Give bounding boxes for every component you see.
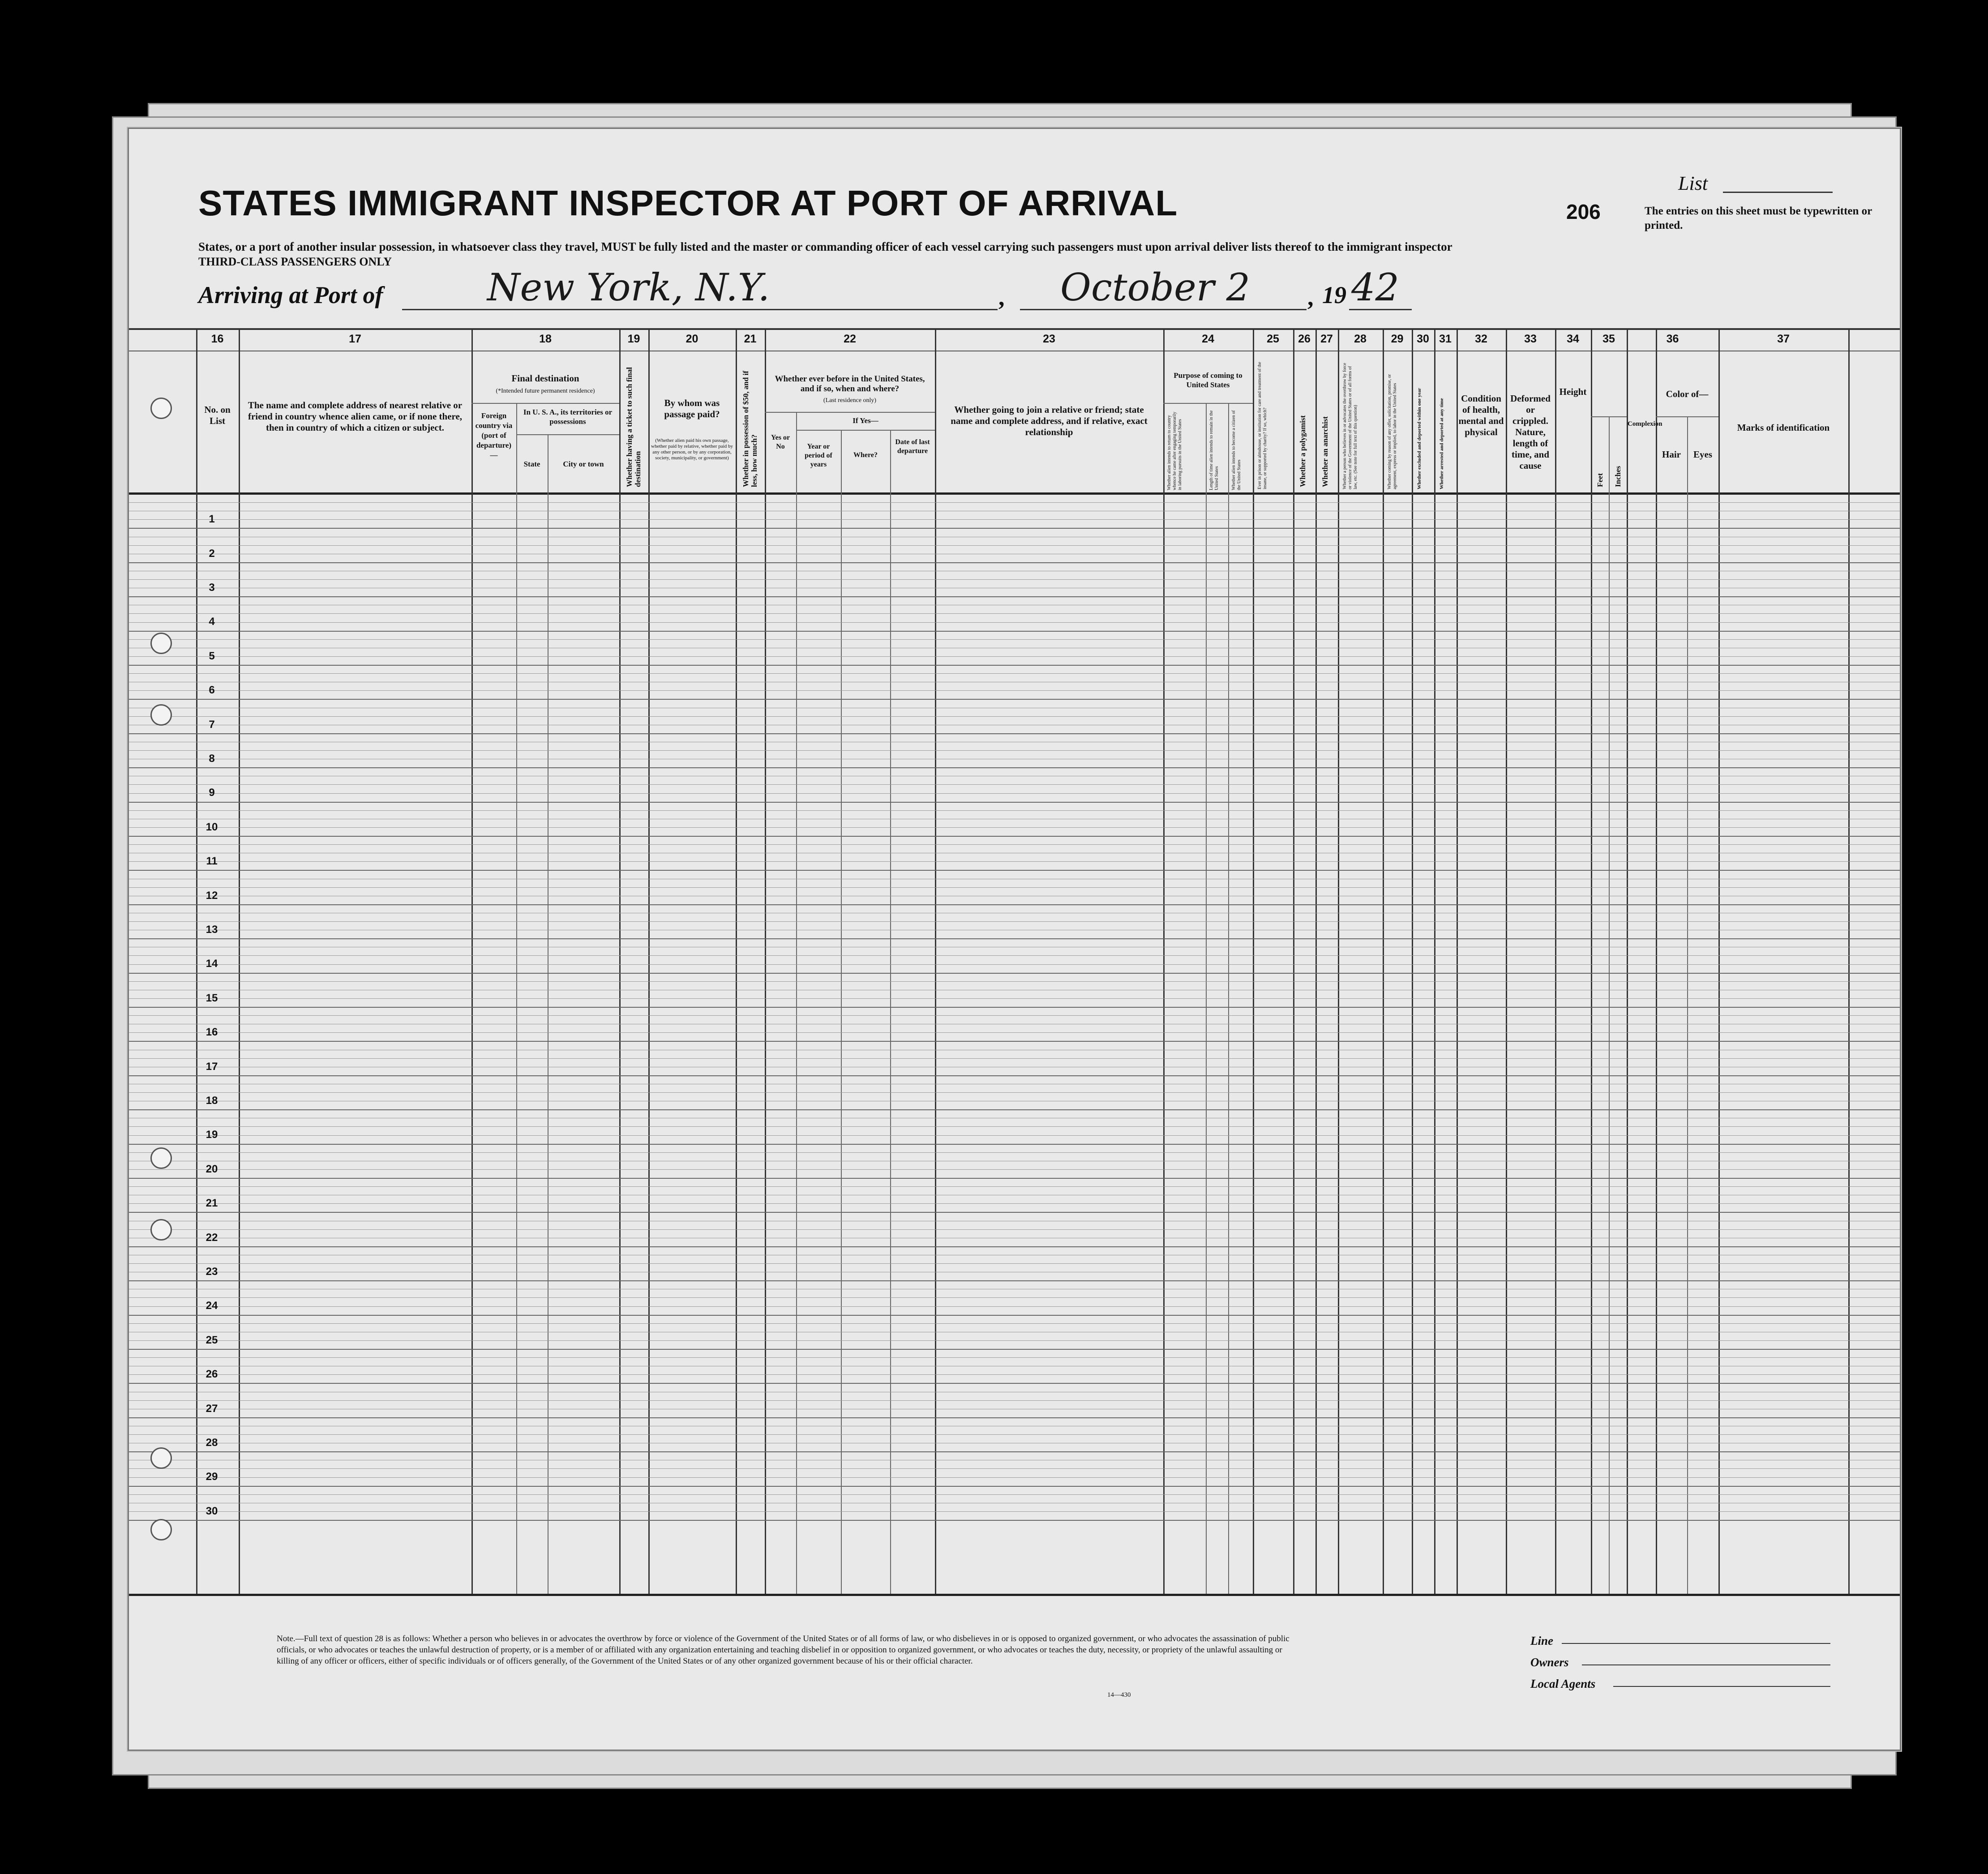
header-passage-paid: By whom was passage paid? [664, 398, 720, 419]
row-number: 16 [206, 1026, 218, 1039]
row-rule [129, 1092, 1900, 1093]
row-divider [129, 767, 1900, 768]
row-rule [129, 793, 1900, 794]
row-rule [129, 690, 1900, 691]
row-divider [129, 562, 1900, 563]
row-number: 19 [206, 1129, 218, 1141]
header-polygamist: Whether a polygamist [1298, 415, 1307, 487]
line-field [1562, 1643, 1830, 1644]
row-divider [129, 1109, 1900, 1110]
row-number: 17 [206, 1060, 218, 1073]
colnum-28: 28 [1354, 333, 1367, 345]
year-prefix: 19 [1322, 282, 1346, 308]
row-divider [129, 938, 1900, 939]
row-rule [129, 1477, 1900, 1478]
colnum-34: 34 [1567, 333, 1579, 345]
row-rule [129, 1323, 1900, 1324]
row-rule [129, 1340, 1900, 1341]
punch-hole [150, 1147, 172, 1169]
row-rule [129, 1468, 1900, 1469]
header-excluded-deported: Whether excluded and deported within one year [1417, 388, 1422, 489]
row-number: 6 [209, 684, 215, 697]
local-agents-field [1613, 1686, 1830, 1687]
row-divider [129, 836, 1900, 837]
row-divider [129, 1383, 1900, 1384]
row-rule [129, 998, 1900, 999]
question-28-note: Note.—Full text of question 28 is as follows: Whether a person who believes in or advocates the overthrow by force or violence of the Government of the United States or of all forms of law, or who disbelieves in or is opposed to organized government, or who advocates the assassination of public officials, or who advocates or teaches the unlawful destruction of property, or is a member of or affiliated with any organization entertaining and teaching disbelief in or opposition to organized government, or who advocates or teaches the duty, necessity, or propriety of the unlawful assaulting or killing of any officer or officers, either of specific individuals or of officers generally, of the Government of the United States or of any other organized government because of his or their official character. [277, 1634, 1290, 1666]
header-overthrow: Whether a person who believes in or advocates the overthrow by force or violence of the Government of the United States or of all forms of law, etc. (See note for full text of this question) [1342, 363, 1358, 489]
colnum-37: 37 [1777, 333, 1790, 345]
year-handwritten: 42 [1351, 265, 1399, 309]
c18-usa-subdivider [516, 434, 619, 435]
header-arrested-deported: Whether arrested and deported at any time [1439, 398, 1444, 489]
row-number: 20 [206, 1163, 218, 1175]
punch-hole [150, 633, 172, 654]
row-number: 5 [209, 650, 215, 662]
col-line [1555, 328, 1556, 1594]
row-rule [129, 1203, 1900, 1204]
row-rule [129, 1306, 1900, 1307]
row-rule [129, 921, 1900, 922]
row-rule [129, 545, 1900, 546]
colnum-33: 33 [1524, 333, 1537, 345]
row-rule [129, 1126, 1900, 1127]
col-line [935, 328, 936, 1594]
col-line [1656, 328, 1657, 1594]
col-line [1848, 328, 1850, 1594]
col-line [841, 430, 842, 1594]
row-divider [129, 1417, 1900, 1418]
header-if-yes: If Yes— [853, 416, 878, 425]
row-number: 30 [206, 1505, 218, 1517]
punch-hole [150, 1447, 172, 1469]
colnum-30: 30 [1417, 333, 1429, 345]
local-agents-label: Local Agents [1530, 1677, 1596, 1690]
line-label: Line [1530, 1634, 1553, 1647]
col-line [1627, 328, 1628, 1594]
header-city: City or town [563, 460, 604, 468]
col-line [1591, 328, 1592, 1594]
row-rule [129, 964, 1900, 965]
row-rule [129, 1434, 1900, 1435]
header-bottom-border [129, 492, 1900, 495]
col-line [648, 328, 650, 1594]
table-top-border [129, 328, 1900, 330]
row-divider [129, 1212, 1900, 1213]
form-statement: States, or a port of another insular possession, in whatsoever class they travel, MUST be fully listed and the master or commanding officer of each vessel carrying such passengers must upon arrival deliver lists thereof to the immigrant inspector [198, 240, 1452, 253]
header-before-in-us: Whether ever before in the United States, and if so, when and where? [775, 374, 925, 394]
row-rule [129, 1374, 1900, 1375]
row-number: 13 [206, 924, 218, 936]
header-inches: Inches [1614, 466, 1622, 487]
row-divider [129, 1486, 1900, 1487]
row-rule [129, 519, 1900, 520]
row-number: 25 [206, 1334, 218, 1346]
row-rule [129, 613, 1900, 614]
row-rule [129, 673, 1900, 674]
row-divider [129, 1007, 1900, 1008]
row-divider [129, 1315, 1900, 1316]
row-divider [129, 1451, 1900, 1452]
list-number-field [1723, 192, 1833, 193]
row-number: 7 [209, 718, 215, 731]
row-number: 11 [206, 855, 218, 868]
header-fifty-dollars: Whether in possession of $50, and if less, how much? [741, 371, 758, 487]
form-title: STATES IMMIGRANT INSPECTOR AT PORT OF ARRIVAL [198, 183, 1178, 223]
col-line [1253, 328, 1254, 1594]
row-rule [129, 622, 1900, 623]
row-rule [129, 1152, 1900, 1153]
passenger-class: THIRD-CLASS PASSENGERS ONLY [198, 255, 392, 268]
row-number: 26 [206, 1368, 218, 1381]
row-divider [129, 1144, 1900, 1145]
row-divider [129, 528, 1900, 529]
row-divider [129, 699, 1900, 700]
colnum-32: 32 [1475, 333, 1487, 345]
row-rule [129, 1186, 1900, 1187]
row-divider [129, 1041, 1900, 1042]
row-number: 23 [206, 1266, 218, 1278]
col-line [1383, 328, 1384, 1594]
colnum-26: 26 [1298, 333, 1311, 345]
row-divider [129, 665, 1900, 666]
header-purpose: Purpose of coming to United States [1174, 371, 1242, 389]
colnum-22: 22 [844, 333, 856, 345]
header-foreign-country: Foreign country via (port of departure)— [475, 411, 513, 459]
row-rule [129, 844, 1900, 845]
col-line [1315, 328, 1317, 1594]
header-marks-identification: Marks of identification [1737, 422, 1830, 433]
col-line [619, 328, 621, 1594]
row-rule [129, 955, 1900, 956]
row-rule [129, 716, 1900, 717]
header-health: Condition of health, mental and physical [1458, 393, 1504, 437]
row-rule [129, 1400, 1900, 1401]
table-bottom-border [129, 1594, 1900, 1596]
colnum-17: 17 [349, 333, 361, 345]
row-divider [129, 596, 1900, 597]
row-rule [129, 639, 1900, 640]
manifest-sheet [128, 128, 1901, 1751]
row-rule [129, 810, 1900, 811]
row-rule [129, 784, 1900, 785]
header-final-destination-sub: (*Intended future permanent residence) [496, 388, 595, 394]
row-rule [129, 656, 1900, 657]
row-divider [129, 802, 1900, 803]
port-handwritten: New York, N.Y. [487, 265, 770, 309]
header-intends-citizen: Whether alien intends to become a citizen of the United States [1231, 410, 1242, 490]
row-rule [129, 502, 1900, 503]
col-line [1457, 328, 1458, 1594]
row-number: 2 [209, 547, 215, 560]
header-nearest-relative: The name and complete address of nearest relative or friend in country whence alien came, or if none there, then in country of which a citizen or subject. [248, 400, 463, 433]
col-line [1338, 328, 1339, 1594]
row-rule [129, 861, 1900, 862]
header-join-relative: Whether going to join a relative or friend; state name and complete address, and if relative, exact relationship [951, 404, 1148, 437]
colnum-36: 36 [1666, 333, 1679, 345]
row-divider [129, 870, 1900, 871]
row-number: 27 [206, 1402, 218, 1415]
header-deformed: Deformed or crippled. Nature, length of time, and cause [1510, 393, 1551, 471]
col-line [736, 328, 737, 1594]
row-number: 28 [206, 1437, 218, 1449]
row-rule [129, 1058, 1900, 1059]
row-divider [129, 904, 1900, 905]
form-code: 14—430 [1107, 1691, 1131, 1699]
header-year-period: Year or period of years [805, 443, 832, 468]
row-divider [129, 1246, 1900, 1247]
header-eyes: Eyes [1693, 449, 1712, 460]
header-date-last-departure: Date of last departure [895, 438, 930, 455]
punch-hole [150, 1519, 172, 1540]
row-number: 1 [209, 513, 215, 526]
row-number: 4 [209, 616, 215, 628]
row-divider [129, 1349, 1900, 1350]
colnum-19: 19 [627, 333, 640, 345]
colnum-23: 23 [1043, 333, 1055, 345]
row-rule [129, 1357, 1900, 1358]
col-line [765, 328, 766, 1594]
colnum-29: 29 [1391, 333, 1404, 345]
list-label: List [1678, 172, 1708, 194]
row-rule [129, 1229, 1900, 1230]
header-complexion: Complexion [1628, 420, 1662, 428]
header-no-on-list: No. on List [204, 404, 231, 426]
col-line [796, 412, 797, 1594]
arriving-label: Arriving at Port of [198, 282, 383, 308]
colnum-25: 25 [1267, 333, 1279, 345]
punch-hole [150, 1219, 172, 1241]
header-hair: Hair [1662, 449, 1681, 460]
row-rule [129, 1511, 1900, 1512]
row-number: 24 [206, 1300, 218, 1312]
row-rule [129, 1135, 1900, 1136]
colnum-24: 24 [1202, 333, 1214, 345]
row-rule [129, 1297, 1900, 1298]
row-number: 9 [209, 787, 215, 799]
colnum-31: 31 [1439, 333, 1452, 345]
row-rule [129, 887, 1900, 888]
col-line [1412, 328, 1413, 1594]
header-ticket: Whether having a ticket to such final destination [625, 367, 642, 487]
header-final-destination: Final destination [511, 373, 579, 384]
col-line [1434, 328, 1435, 1594]
row-rule [129, 1494, 1900, 1495]
row-rule [129, 1015, 1900, 1016]
row-number: 22 [206, 1231, 218, 1244]
row-number: 3 [209, 582, 215, 594]
header-anarchist: Whether an anarchist [1321, 416, 1329, 487]
comma-1: , [998, 284, 1005, 311]
header-in-usa: In U. S. A., its territories or possessions [523, 408, 613, 426]
comma-2: , [1307, 284, 1314, 311]
header-last-residence: (Last residence only) [823, 397, 877, 404]
punch-hole [150, 398, 172, 419]
row-divider [129, 733, 1900, 734]
row-rule [129, 579, 1900, 580]
entries-note: The entries on this sheet must be typewritten or printed. [1645, 205, 1872, 231]
row-rule [129, 1032, 1900, 1033]
c36-subdivider [1656, 416, 1718, 417]
c18-subdivider [471, 403, 619, 404]
row-divider [129, 973, 1900, 974]
col-line [1163, 328, 1165, 1594]
header-state: State [523, 460, 540, 468]
row-number: 14 [206, 958, 218, 970]
col-line [471, 328, 473, 1594]
colnum-18: 18 [539, 333, 552, 345]
row-rule [129, 1263, 1900, 1264]
colnum-21: 21 [744, 333, 757, 345]
row-number: 15 [206, 992, 218, 1004]
c34-subdivider [1591, 416, 1627, 417]
row-divider [129, 631, 1900, 632]
header-yes-no: Yes or No [771, 434, 790, 450]
row-divider [129, 1280, 1900, 1281]
row-number: 8 [209, 753, 215, 765]
c22-ifyes-subdivider [796, 430, 935, 431]
header-height: Height [1559, 386, 1587, 397]
header-feet: Feet [1596, 473, 1604, 487]
row-divider [129, 1520, 1900, 1521]
c24-subdivider [1163, 403, 1253, 404]
header-intends-return: Whether alien intends to return to country whence he came after engaging temporarily in laboring pursuits in the United States [1167, 411, 1183, 490]
punch-hole [150, 704, 172, 726]
row-rule [129, 981, 1900, 982]
header-color-of: Color of— [1666, 389, 1709, 399]
row-rule [129, 827, 1900, 828]
colnum-27: 27 [1320, 333, 1333, 345]
row-number: 18 [206, 1095, 218, 1107]
c22-subdivider [765, 412, 935, 413]
row-number: 10 [206, 821, 218, 833]
col-line [890, 430, 891, 1594]
colnum-35: 35 [1602, 333, 1615, 345]
colnum-16: 16 [211, 333, 224, 345]
header-where: Where? [853, 451, 878, 459]
row-number: 12 [206, 889, 218, 902]
header-length-of-stay: Length of time alien intends to remain in the United States [1209, 410, 1219, 490]
header-passage-note: (Whether alien paid his own passage, whether paid by relative, whether paid by any other person, or by any corporation, society, municipality, or government) [651, 438, 733, 461]
header-labor-offer: Whether coming by reason of any offer, solicitation, promise, or agreement, express or implied, to labor in the United States [1387, 374, 1397, 489]
row-number: 21 [206, 1197, 218, 1210]
header-prison-almshouse: Ever in prison or almshouse, or institution for care and treatment of the insane, or supported by charity? If so, which? [1257, 362, 1268, 489]
owners-field [1582, 1664, 1830, 1665]
row-number: 29 [206, 1471, 218, 1483]
col-line [1718, 328, 1720, 1594]
colnum-20: 20 [686, 333, 698, 345]
row-rule [129, 750, 1900, 751]
date-handwritten: October 2 [1060, 265, 1251, 309]
col-line [239, 328, 240, 1594]
row-divider [129, 1178, 1900, 1179]
sheet-number: 206 [1566, 200, 1601, 223]
col-line [1293, 328, 1294, 1594]
row-rule [129, 1169, 1900, 1170]
col-line [1506, 328, 1507, 1594]
owners-label: Owners [1530, 1656, 1569, 1669]
row-divider [129, 1075, 1900, 1076]
